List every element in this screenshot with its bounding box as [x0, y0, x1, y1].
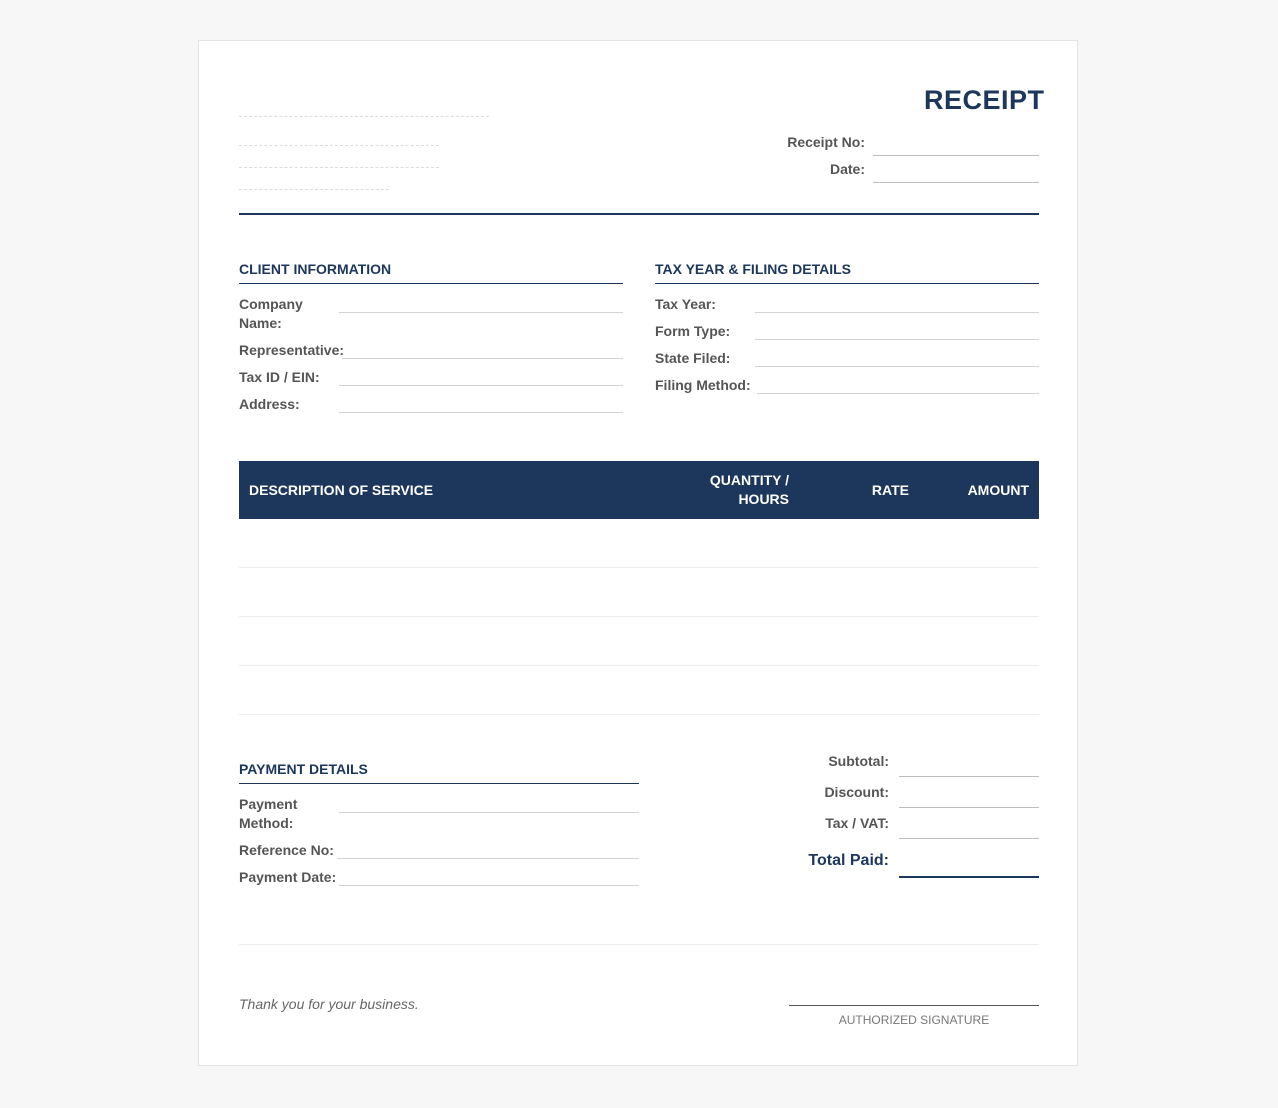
tax-id-label: Tax ID / EIN:: [239, 369, 320, 385]
company-contact-placeholder: [239, 189, 389, 190]
payment-method-field[interactable]: [339, 812, 639, 813]
payment-date-field[interactable]: [339, 885, 639, 886]
col-description: DESCRIPTION OF SERVICE: [249, 482, 434, 498]
payment-details-title: PAYMENT DETAILS: [239, 761, 368, 777]
payment-date-label: Payment Date:: [239, 869, 337, 885]
tax-year-field[interactable]: [755, 312, 1039, 313]
company-city-placeholder: [239, 167, 439, 168]
header-divider: [239, 213, 1039, 215]
client-info-underline: [239, 283, 623, 284]
tax-vat-field[interactable]: [899, 838, 1039, 839]
client-info-title: CLIENT INFORMATION: [239, 261, 392, 277]
tax-vat-label: Tax / VAT:: [825, 815, 889, 831]
signature-line[interactable]: [789, 1005, 1039, 1006]
col-rate: RATE: [871, 482, 909, 498]
discount-field[interactable]: [899, 807, 1039, 808]
tax-id-field[interactable]: [339, 385, 623, 386]
services-table-header: [239, 461, 1039, 519]
company-address-placeholder: [239, 145, 439, 146]
form-type-field[interactable]: [755, 339, 1039, 340]
form-type-label: Form Type:: [655, 323, 731, 339]
subtotal-label: Subtotal:: [828, 753, 889, 769]
signature-label: AUTHORIZED SIGNATURE: [838, 1013, 990, 1027]
date-field[interactable]: [873, 182, 1039, 183]
representative-field[interactable]: [342, 358, 623, 359]
receipt-page: [198, 40, 1078, 1066]
company-name-placeholder: [239, 116, 489, 117]
col-amount: AMOUNT: [967, 482, 1029, 498]
total-paid-label: Total Paid:: [808, 852, 889, 869]
table-row[interactable]: [239, 714, 1039, 715]
total-paid-field[interactable]: [899, 876, 1039, 878]
discount-label: Discount:: [824, 784, 889, 800]
company-name-field[interactable]: [339, 312, 623, 313]
tax-year-label: Tax Year:: [655, 296, 716, 312]
footer-divider: [239, 944, 1039, 945]
address-label: Address:: [239, 396, 300, 412]
table-row[interactable]: [239, 665, 1039, 666]
thank-you-note: Thank you for your business.: [239, 996, 419, 1012]
state-filed-field[interactable]: [755, 366, 1039, 367]
filing-method-label: Filing Method:: [655, 377, 751, 393]
date-label: Date:: [829, 161, 865, 177]
representative-label: Representative:: [239, 342, 345, 358]
table-row[interactable]: [239, 567, 1039, 568]
payment-details-underline: [239, 783, 639, 784]
state-filed-label: State Filed:: [655, 350, 731, 366]
receipt-no-label: Receipt No:: [787, 134, 865, 150]
receipt-no-field[interactable]: [873, 155, 1039, 156]
receipt-title: RECEIPT: [924, 85, 1045, 115]
tax-details-title: TAX YEAR & FILING DETAILS: [655, 261, 852, 277]
address-field[interactable]: [339, 412, 623, 413]
payment-method-label: Payment Method:: [239, 796, 298, 831]
reference-no-field[interactable]: [337, 858, 639, 859]
table-row[interactable]: [239, 616, 1039, 617]
subtotal-field[interactable]: [899, 776, 1039, 777]
tax-details-underline: [655, 283, 1039, 284]
col-quantity: QUANTITY / HOURS: [709, 472, 789, 507]
reference-no-label: Reference No:: [239, 842, 334, 858]
filing-method-field[interactable]: [757, 393, 1039, 394]
company-name-label: Company Name:: [239, 296, 303, 331]
